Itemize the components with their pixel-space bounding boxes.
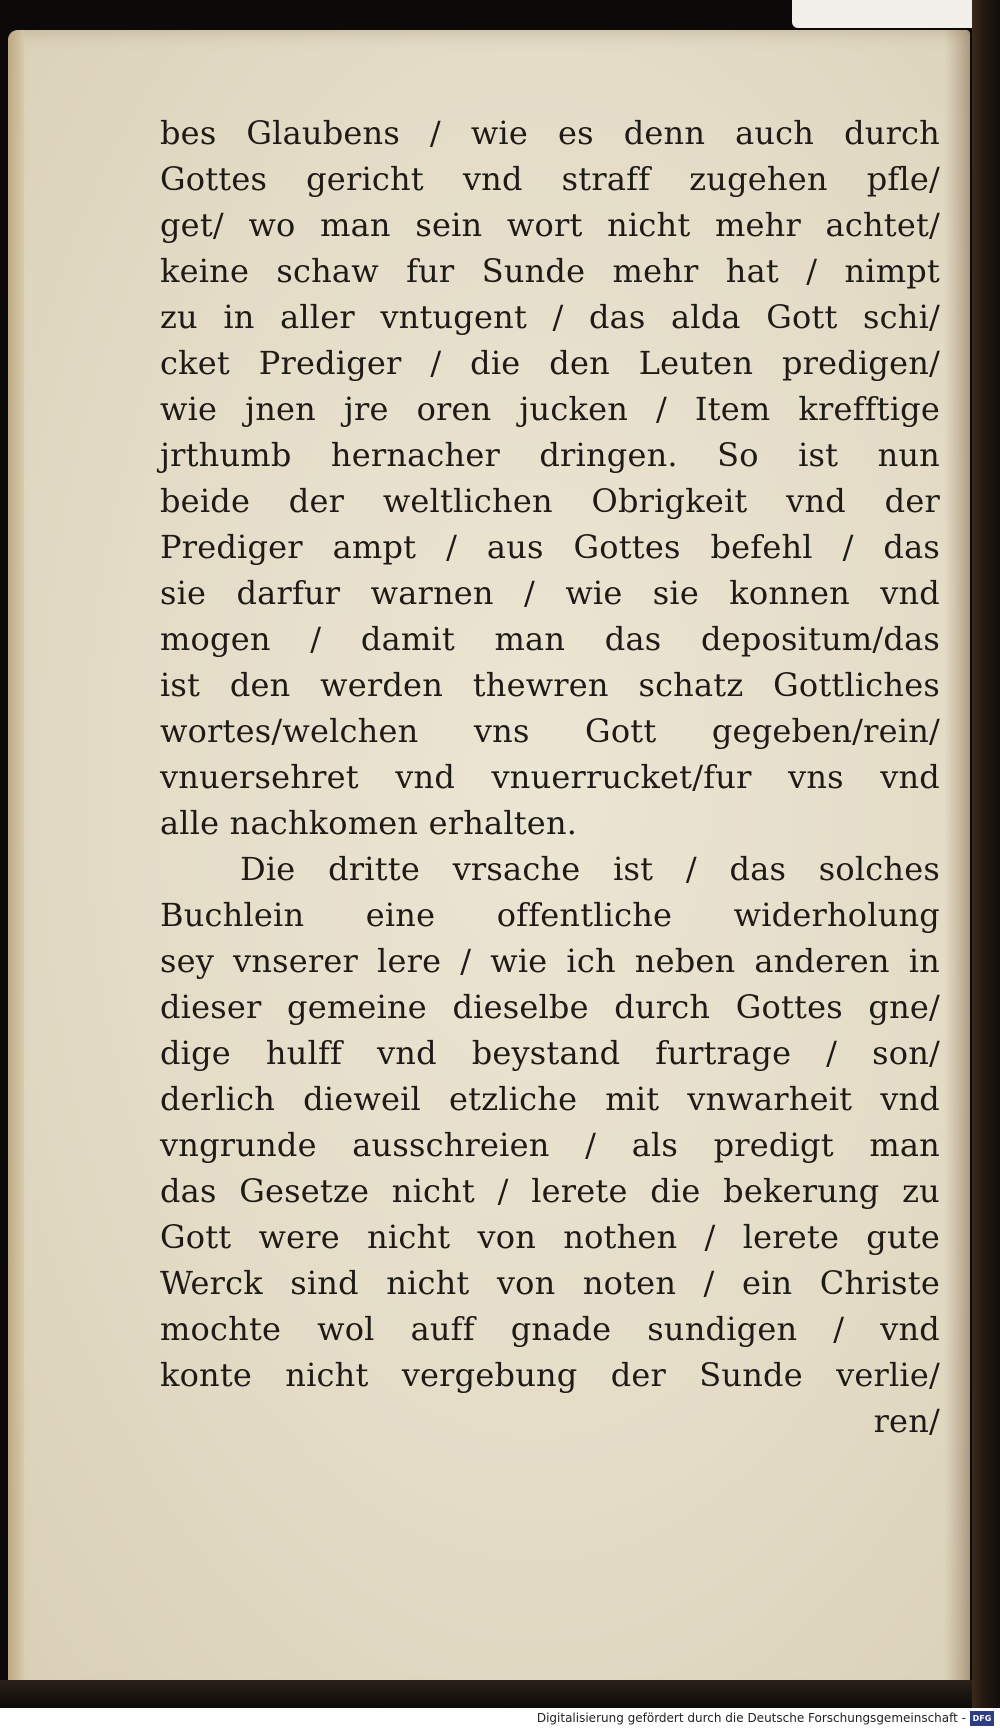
text-line: beide der weltlichen Obrigkeit vnd der (160, 482, 940, 520)
text-line: Buchlein eine offentliche widerholung (160, 896, 940, 934)
text-line: vngrunde ausschreien / als predigt man (160, 1126, 940, 1164)
text-line: Werck sind nicht von noten / ein Christe (160, 1264, 940, 1302)
paragraph-start-line: Die dritte vrsache ist / das solches (240, 850, 940, 888)
text-line: das Gesetze nicht / lerete die bekerung zu (160, 1172, 940, 1210)
text-line: dieser gemeine dieselbe durch Gottes gne/ (160, 988, 940, 1026)
page-text-block (160, 110, 940, 1444)
text-line: ist den werden thewren schatz Gottliches (160, 666, 940, 704)
text-line: wortes/welchen vns Gott gegeben/rein/ (160, 712, 940, 750)
text-line: sie darfur warnen / wie sie konnen vnd (160, 574, 940, 612)
catchword: ren/ (873, 1402, 940, 1440)
page-corner-behind (792, 0, 982, 28)
text-line: dige hulff vnd beystand furtrage / son/ (160, 1034, 940, 1072)
text-line: Gott were nicht von nothen / lerete gute (160, 1218, 940, 1256)
text-line: konte nicht vergebung der Sunde verlie/ (160, 1356, 940, 1394)
book-edge-right (972, 0, 1000, 1730)
text-line: zu in aller vntugent / das alda Gott schi/ (160, 298, 940, 336)
text-line: keine schaw fur Sunde mehr hat / nimpt (160, 252, 940, 290)
text-line: bes Glaubens / wie es denn auch durch (160, 114, 940, 152)
text-line: mochte wol auff gnade sundigen / vnd (160, 1310, 940, 1348)
text-line: sey vnserer lere / wie ich neben anderen in (160, 942, 940, 980)
text-line: Prediger ampt / aus Gottes befehl / das (160, 528, 940, 566)
text-line: derlich dieweil etzliche mit vnwarheit vnd (160, 1080, 940, 1118)
text-line: jrthumb hernacher dringen. So ist nun (160, 436, 940, 474)
dfg-logo: DFG (970, 1711, 994, 1726)
text-line: cket Prediger / die den Leuten predigen/ (160, 344, 940, 382)
text-line: vnuersehret vnd vnuerrucket/fur vns vnd (160, 758, 940, 796)
text-line: wie jnen jre oren jucken / Item krefftige (160, 390, 940, 428)
text-line: mogen / damit man das depositum/das (160, 620, 940, 658)
text-line: Gottes gericht vnd straff zugehen pfle/ (160, 160, 940, 198)
digitization-footer (0, 1708, 1000, 1730)
page-bottom-shadow (0, 1680, 972, 1708)
funding-credit: Digitalisierung gefördert durch die Deutsche Forschungsgemeinschaft - (536, 1711, 966, 1725)
text-line: get/ wo man sein wort nicht mehr achtet/ (160, 206, 940, 244)
book-page (8, 30, 970, 1698)
paragraph-end-line: alle nachkomen erhalten. (160, 804, 578, 842)
